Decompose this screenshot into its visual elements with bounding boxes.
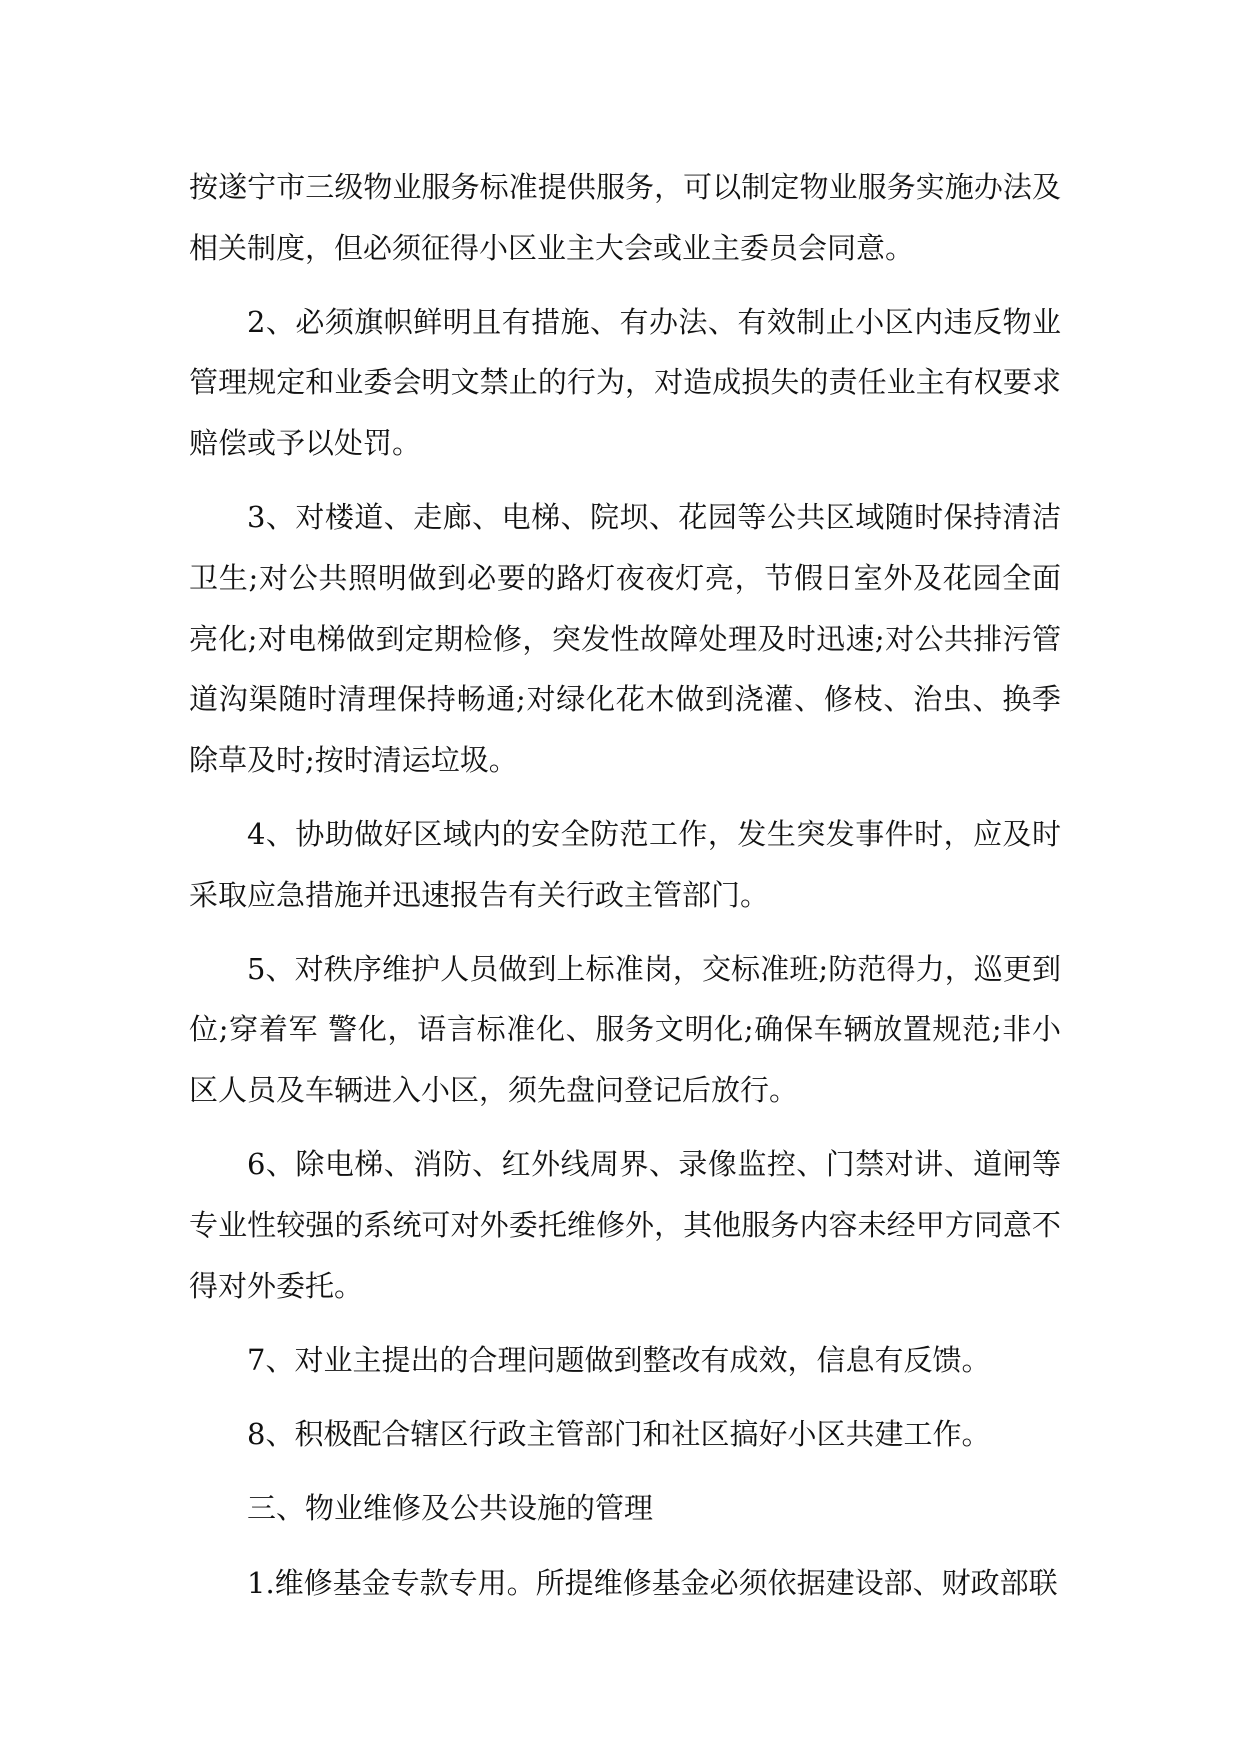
paragraph-item-4: 4、协助做好区域内的安全防范工作，发生突发事件时，应及时采取应急措施并迅速报告有关行政主管部门。: [189, 817, 1061, 912]
paragraph-item-8: 8、积极配合辖区行政主管部门和社区搞好小区共建工作。: [247, 1417, 991, 1452]
paragraph-item-7: 7、对业主提出的合理问题做到整改有成效，信息有反馈。: [247, 1342, 991, 1377]
document-body: [189, 157, 1061, 1627]
paragraph-continued-service-standard: 按遂宁市三级物业服务标准提供服务，可以制定物业服务实施办法及相关制度，但必须征得小区业主大会或业主委员会同意。: [189, 170, 1061, 265]
paragraph-item-3: 3、对楼道、走廊、电梯、院坝、花园等公共区域随时保持清洁卫生;对公共照明做到必要的路灯夜夜灯亮，节假日室外及花园全面亮化;对电梯做到定期检修，突发性故障处理及时迅速;对公共排污管道沟渠随时清理保持畅通;对绿化花木做到浇灌、修枝、治虫、换季除草及时;按时清运垃圾。: [189, 500, 1061, 777]
paragraph-item-6: 6、除电梯、消防、红外线周界、录像监控、门禁对讲、道闸等专业性较强的系统可对外委托维修外，其他服务内容未经甲方同意不得对外委托。: [189, 1147, 1061, 1303]
paragraph-item-5: 5、对秩序维护人员做到上标准岗，交标准班;防范得力，巡更到位;穿着军 警化，语言标准化、服务文明化;确保车辆放置规范;非小区人员及车辆进入小区，须先盘问登记后放行。: [189, 951, 1061, 1108]
section-heading-maintenance: 三、物业维修及公共设施的管理: [247, 1491, 654, 1526]
paragraph-item-2: 2、必须旗帜鲜明且有措施、有办法、有效制止小区内违反物业管理规定和业委会明文禁止的行为，对造成损失的责任业主有权要求赔偿或予以处罚。: [189, 304, 1061, 461]
paragraph-maintenance-fund: 1.维修基金专款专用。所提维修基金必须依据建设部、财政部联: [247, 1565, 1058, 1600]
